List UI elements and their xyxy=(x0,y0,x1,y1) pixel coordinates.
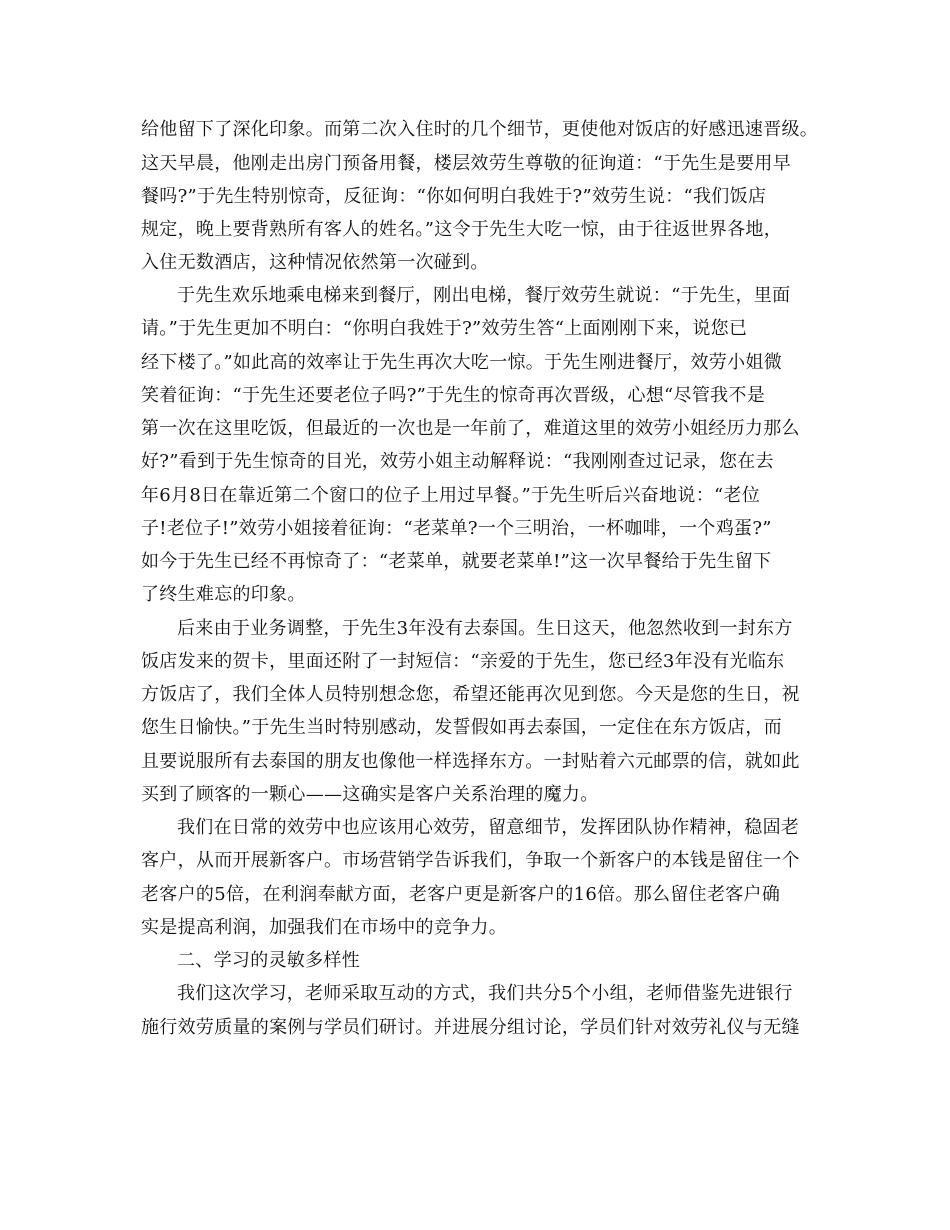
text-line: 了终生难忘的印象。 xyxy=(141,584,306,605)
text-line: 好?”看到于先生惊奇的目光，效劳小姐主动解释说：“我刚刚查过记录，您在去 xyxy=(141,451,774,472)
text-line: 第一次在这里吃饭，但最近的一次也是一年前了，难道这里的效劳小姐经历力那么 xyxy=(141,418,800,439)
text-line: 老客户的5倍，在利润奉献方面，老客户更是新客户的16倍。那么留住老客户确 xyxy=(141,884,781,905)
text-line: 给他留下了深化印象。而第二次入住时的几个细节，更使他对饭店的好感迅速晋级。 xyxy=(141,119,819,140)
paragraph-first-line: 我们在日常的效劳中也应该用心效劳，留意细节，发挥团队协作精神，稳固老 xyxy=(177,817,800,838)
text-line: 规定，晚上要背熟所有客人的姓名。”这令于先生大吃一惊，由于往返世界各地， xyxy=(141,219,782,240)
text-line: 这天早晨，他刚走出房门预备用餐，楼层效劳生尊敬的征询道：“于先生是要用早 xyxy=(141,153,791,174)
text-line: 买到了顾客的一颗心——这确实是客户关系治理的魔力。 xyxy=(141,784,599,805)
paragraph-first-line: 于先生欢乐地乘电梯来到餐厅，刚出电梯，餐厅效劳生就说：“于先生，里面 xyxy=(177,285,791,306)
text-line: 笑着征询：“于先生还要老位子吗?”于先生的惊奇再次晋级，心想“尽管我不是 xyxy=(141,385,766,406)
text-line: 您生日愉快。”于先生当时特别感动，发誓假如再去泰国，一定住在东方饭店，而 xyxy=(141,717,782,738)
text-line: 子!老位子!”效劳小姐接着征询：“老菜单?一个三明治，一杯咖啡，一个鸡蛋?” xyxy=(141,518,772,539)
text-line: 入住无数酒店，这种情况依然第一次碰到。 xyxy=(141,252,489,273)
text-line: 饭店发来的贺卡，里面还附了一封短信：“亲爱的于先生，您已经3年没有光临东 xyxy=(141,651,785,672)
paragraph-first-line: 我们这次学习，老师采取互动的方式，我们共分5个小组，老师借鉴先进银行 xyxy=(177,983,793,1004)
text-line: 请。”于先生更加不明白：“你明白我姓于?”效劳生答“上面刚刚下来，说您已 xyxy=(141,318,748,339)
text-line: 且要说服所有去泰国的朋友也像他一样选择东方。一封贴着六元邮票的信，就如此 xyxy=(141,751,800,772)
text-line: 年6月8日在靠近第二个窗口的位子上用过早餐。”于先生听后兴奋地说：“老位 xyxy=(141,485,761,506)
text-line: 如今于先生已经不再惊奇了：“老菜单，就要老菜单!”这一次早餐给于先生留下 xyxy=(141,551,772,572)
text-line: 施行效劳质量的案例与学员们研讨。并进展分组讨论，学员们针对效劳礼仪与无缝 xyxy=(141,1017,800,1038)
text-line: 经下楼了。”如此高的效率让于先生再次大吃一惊。于先生刚进餐厅，效劳小姐微 xyxy=(141,352,782,373)
paragraph-first-line: 后来由于业务调整，于先生3年没有去泰国。生日这天，他忽然收到一封东方 xyxy=(177,618,793,639)
text-line: 客户，从而开展新客户。市场营销学告诉我们，争取一个新客户的本钱是留住一个 xyxy=(141,850,800,871)
section-heading: 二、学习的灵敏多样性 xyxy=(177,950,360,971)
text-line: 方饭店了，我们全体人员特别想念您，希望还能再次见到您。今天是您的生日，祝 xyxy=(141,684,800,705)
text-line: 实是提高利润，加强我们在市场中的竞争力。 xyxy=(141,917,507,938)
text-line: 餐吗?”于先生特别惊奇，反征询：“你如何明白我姓于?”效劳生说：“我们饭店 xyxy=(141,186,767,207)
